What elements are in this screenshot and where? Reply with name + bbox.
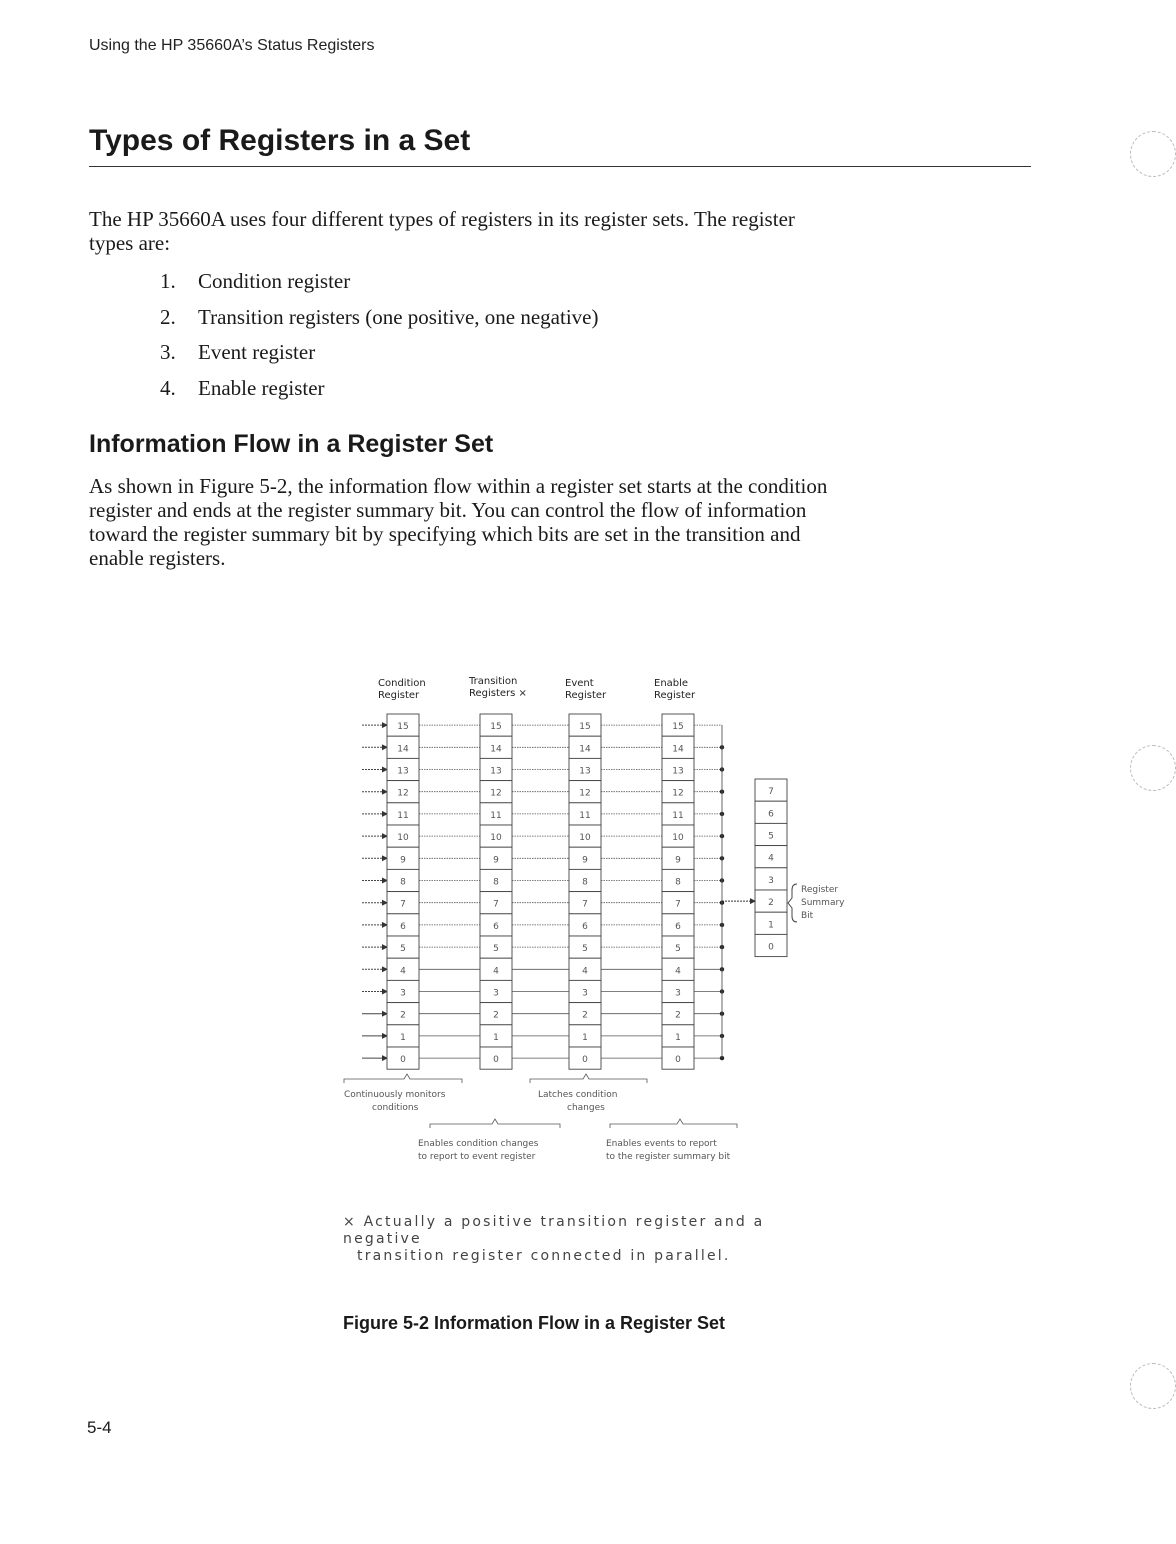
binder-hole [1130,1363,1176,1409]
transition-bit-label-2: 2 [493,1010,499,1021]
condition-bit-label-14: 14 [397,744,409,755]
condition-bit-label-5: 5 [400,944,406,955]
event-bit-label-5: 5 [582,944,588,955]
enable-bit-label-13: 13 [672,766,684,777]
transition-bit-label-0: 0 [493,1055,499,1066]
flow-paragraph-line-4: enable registers. [89,546,226,570]
list-item: 3. Event register [160,340,316,364]
enable-bit-label-9: 9 [675,855,681,866]
transition-bit-label-10: 10 [490,833,502,844]
condition-bit-label-6: 6 [400,921,406,932]
transition-bit-label-13: 13 [490,766,502,777]
figure-footnote [343,1214,823,1265]
transition-bit-label-15: 15 [490,722,502,733]
figure-caption: Figure 5-2 Information Flow in a Register Set [343,1313,726,1333]
condition-bit-label-2: 2 [400,1010,406,1021]
enable-bit-label-6: 6 [675,921,681,932]
event-bit-label-15: 15 [579,722,591,733]
note-transition-line2: to report to event register [418,1152,536,1162]
footnote-line-1: × Actually a positive transition register and a negative [343,1214,765,1247]
transition-bit-label-3: 3 [493,988,499,999]
bracket-condition [344,1074,462,1083]
transition-bit-label-7: 7 [493,899,499,910]
intro-paragraph-line-1: The HP 35660A uses four different types of registers in its register sets. The register [89,207,795,231]
flow-paragraph-line-2: register and ends at the register summary bit. You can control the flow of information [89,498,807,522]
event-bit-label-9: 9 [582,855,588,866]
status-byte-label-2: 2 [768,898,774,909]
list-item: 4. Enable register [160,375,325,400]
event-bit-label-8: 8 [582,877,588,888]
condition-bit-label-4: 4 [400,966,406,977]
enable-bit-label-8: 8 [675,877,681,888]
transition-bit-label-5: 5 [493,944,499,955]
header-enable-line1: Enable [654,678,689,689]
event-bit-label-7: 7 [582,899,588,910]
event-bit-label-4: 4 [582,966,588,977]
status-byte-label-3: 3 [768,875,774,886]
note-transition-line1: Enables condition changes [418,1139,539,1149]
header-event-line2: Register [565,690,607,701]
event-bit-label-13: 13 [579,766,591,777]
page-number: 5-4 [87,1418,112,1437]
list-item: 1. Condition register [160,269,351,293]
bracket-enable [610,1119,737,1128]
flow-paragraph-line-1: As shown in Figure 5-2, the information flow within a register set starts at the condition [89,474,828,498]
header-condition-line2: Register [378,690,420,701]
header-condition-line1: Condition [378,678,426,689]
enable-bit-label-10: 10 [672,833,684,844]
transition-bit-label-9: 9 [493,855,499,866]
flow-paragraph-line-3: toward the register summary bit by specifying which bits are set in the transition and [89,522,801,546]
note-condition-line1: Continuously monitors [344,1090,446,1100]
event-bit-label-6: 6 [582,921,588,932]
note-event-line1: Latches condition [538,1090,618,1100]
note-event-line2: changes [567,1103,605,1113]
transition-bit-label-11: 11 [490,810,502,821]
subsection-title: Information Flow in a Register Set [89,430,494,458]
binder-hole [1130,131,1176,177]
note-enable-line2: to the register summary bit [606,1152,731,1162]
note-condition-line2: conditions [372,1103,419,1113]
enable-bit-label-2: 2 [675,1010,681,1021]
enable-bit-label-5: 5 [675,944,681,955]
status-byte-label-4: 4 [768,853,774,864]
condition-bit-label-15: 15 [397,722,409,733]
condition-bit-label-9: 9 [400,855,406,866]
bracket-event [530,1074,647,1083]
transition-bit-label-6: 6 [493,921,499,932]
condition-bit-label-1: 1 [400,1032,406,1043]
condition-bit-label-0: 0 [400,1055,406,1066]
status-byte-label-6: 6 [768,809,774,820]
enable-bit-label-3: 3 [675,988,681,999]
condition-bit-label-7: 7 [400,899,406,910]
bracket-transition [430,1119,560,1128]
condition-bit-label-11: 11 [397,810,409,821]
enable-bit-label-11: 11 [672,810,684,821]
event-bit-label-2: 2 [582,1010,588,1021]
enable-bit-label-12: 12 [672,788,684,799]
condition-bit-label-3: 3 [400,988,406,999]
status-byte-label-0: 0 [768,942,774,953]
status-byte-label-5: 5 [768,831,774,842]
transition-bit-label-12: 12 [490,788,502,799]
summary-label-line2: Summary [801,898,845,908]
event-bit-label-11: 11 [579,810,591,821]
enable-bit-label-7: 7 [675,899,681,910]
condition-bit-label-8: 8 [400,877,406,888]
transition-bit-label-4: 4 [493,966,499,977]
transition-bit-label-8: 8 [493,877,499,888]
header-transition-line1: Transition [469,676,518,687]
summary-label-line3: Bit [801,911,814,921]
header-transition-line2: Registers × [469,688,527,699]
event-bit-label-12: 12 [579,788,591,799]
note-enable-line1: Enables events to report [606,1139,717,1149]
enable-bit-label-4: 4 [675,966,681,977]
status-byte-label-7: 7 [768,787,774,798]
enable-bit-label-0: 0 [675,1055,681,1066]
event-bit-label-14: 14 [579,744,591,755]
transition-bit-label-14: 14 [490,744,502,755]
condition-bit-label-13: 13 [397,766,409,777]
condition-bit-label-12: 12 [397,788,409,799]
summary-bracket [788,884,797,922]
intro-paragraph-line-2: types are: [89,231,171,255]
enable-bit-label-1: 1 [675,1032,681,1043]
footnote-line-2: transition register connected in parallel. [357,1248,731,1264]
header-enable-line2: Register [654,690,696,701]
event-bit-label-3: 3 [582,988,588,999]
transition-bit-label-1: 1 [493,1032,499,1043]
condition-bit-label-10: 10 [397,833,409,844]
enable-bit-label-14: 14 [672,744,684,755]
event-bit-label-10: 10 [579,833,591,844]
list-item: 2. Transition registers (one positive, one negative) [160,304,599,329]
running-head: Using the HP 35660A’s Status Registers [89,37,375,54]
enable-bit-label-15: 15 [672,722,684,733]
section-title: Types of Registers in a Set [89,124,471,157]
header-event-line1: Event [565,678,594,689]
summary-label-line1: Register [801,885,839,895]
event-bit-label-0: 0 [582,1055,588,1066]
binder-hole [1130,745,1176,791]
event-bit-label-1: 1 [582,1032,588,1043]
status-byte-label-1: 1 [768,920,774,931]
